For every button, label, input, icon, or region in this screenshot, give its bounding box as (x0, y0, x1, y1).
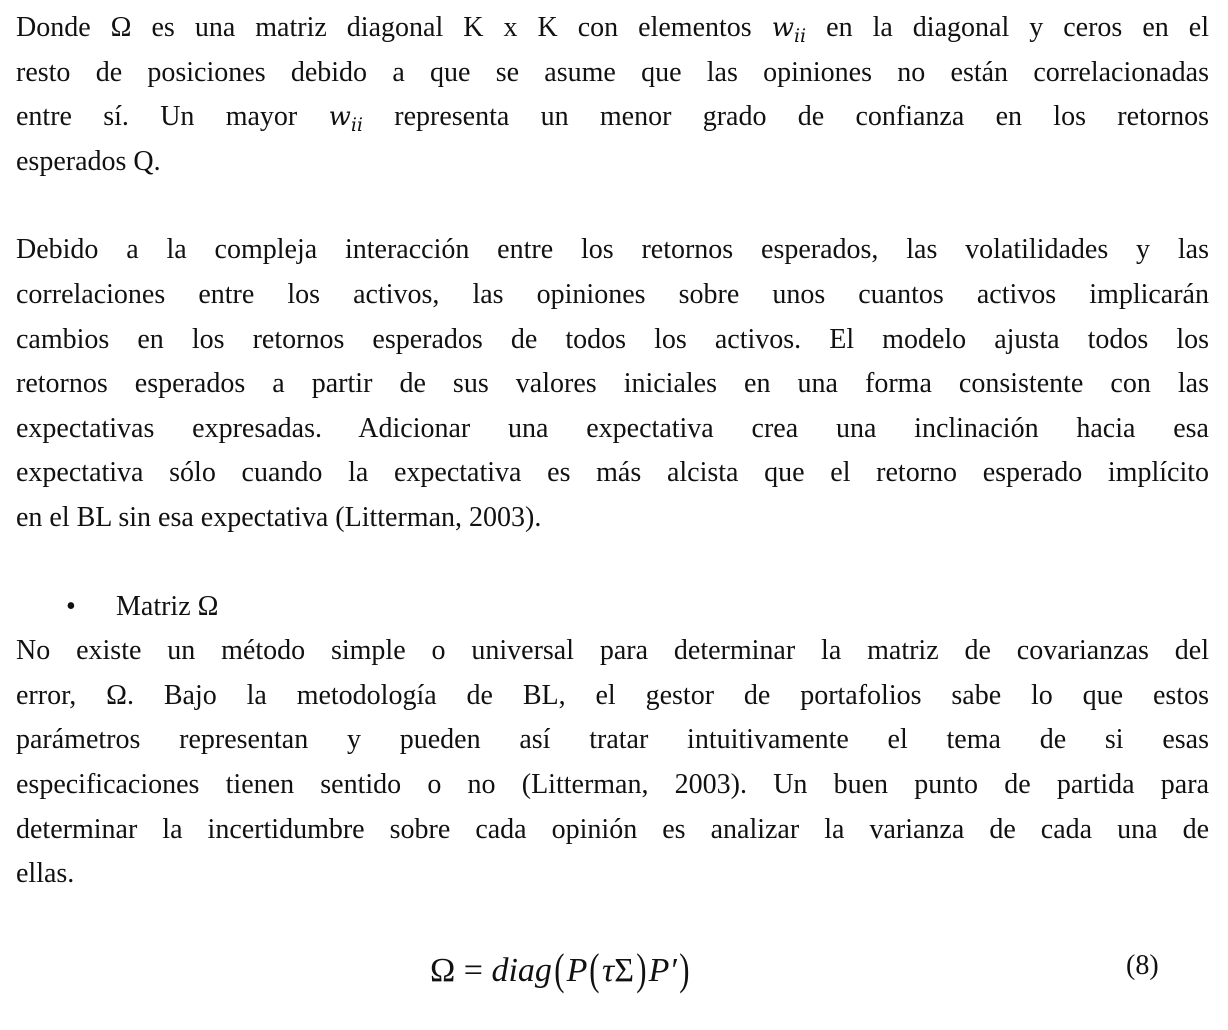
math-symbol: w (771, 13, 794, 43)
bullet-icon: • (66, 590, 76, 622)
text-line: esperados Q. (16, 145, 161, 177)
eq-equals: = (463, 952, 483, 989)
text-line: parámetros representan y pueden así tratar intuitivamente el tema de si esas (16, 724, 1209, 756)
text-line: especificaciones tienen sentido o no (Litterman, 2003). Un buen punto de partida para (16, 768, 1209, 800)
paragraph-interaction (16, 228, 1209, 540)
eq-open-paren-inner: ( (589, 945, 600, 994)
math-w-ii (328, 102, 363, 137)
paragraph-omega-method (16, 629, 1209, 897)
bullet-item-omega-matrix (16, 585, 1209, 630)
text-line (16, 95, 1209, 140)
eq-func: diag (491, 952, 552, 989)
document-page (16, 6, 1209, 897)
equation-number: (8) (1126, 950, 1159, 981)
text-line: ellas. (16, 858, 75, 890)
eq-P-prime: P′ (648, 952, 677, 989)
text-segment: Donde Ω es una matriz diagonal K x K con elementos (16, 12, 752, 43)
equation-formula (430, 944, 692, 995)
text-line: en el BL sin esa expectativa (Litterman, 2003). (16, 501, 542, 533)
text-line: determinar la incertidumbre sobre cada opinión es analizar la varianza de cada una de (16, 813, 1209, 845)
eq-lhs: Ω (430, 952, 456, 989)
eq-close-paren: ) (679, 945, 690, 994)
text-line: expectativa sólo cuando la expectativa es más alcista que el retorno esperado implícito (16, 457, 1209, 489)
text-line: cambios en los retornos esperados de todos los activos. El modelo ajusta todos los (16, 323, 1209, 355)
bullet-label: Matriz Ω (116, 590, 219, 622)
text-line: No existe un método simple o universal para determinar la matriz de covarianzas del (16, 635, 1209, 667)
text-line: resto de posiciones debido a que se asume que las opiniones no están correlacionadas (16, 56, 1209, 88)
math-subscript: ii (350, 114, 363, 137)
text-line (16, 6, 1209, 51)
eq-sigma: Σ (614, 952, 634, 989)
paragraph-omega-definition (16, 6, 1209, 184)
text-line: expectativas expresadas. Adicionar una expectativa crea una inclinación hacia esa (16, 412, 1209, 444)
eq-tau: τ (602, 952, 615, 989)
math-w-ii (771, 13, 807, 47)
text-segment: entre sí. Un mayor (16, 101, 298, 133)
equation-8 (0, 940, 1228, 1010)
math-symbol: w (328, 102, 351, 133)
text-line: retornos esperados a partir de sus valores iniciales en una forma consistente con las (16, 368, 1209, 400)
eq-close-paren-inner: ) (636, 945, 647, 994)
text-segment: en la diagonal y ceros en el (826, 12, 1209, 43)
text-line: Debido a la compleja interacción entre los retornos esperados, las volatilidades y las (16, 234, 1209, 266)
text-line: correlaciones entre los activos, las opiniones sobre unos cuantos activos implicarán (16, 278, 1209, 310)
eq-open-paren: ( (554, 945, 565, 994)
eq-P: P (566, 952, 588, 989)
text-line: error, Ω. Bajo la metodología de BL, el gestor de portafolios sabe lo que estos (16, 679, 1209, 711)
math-subscript: ii (793, 25, 807, 47)
text-segment: representa un menor grado de confianza en los retornos (394, 101, 1210, 133)
